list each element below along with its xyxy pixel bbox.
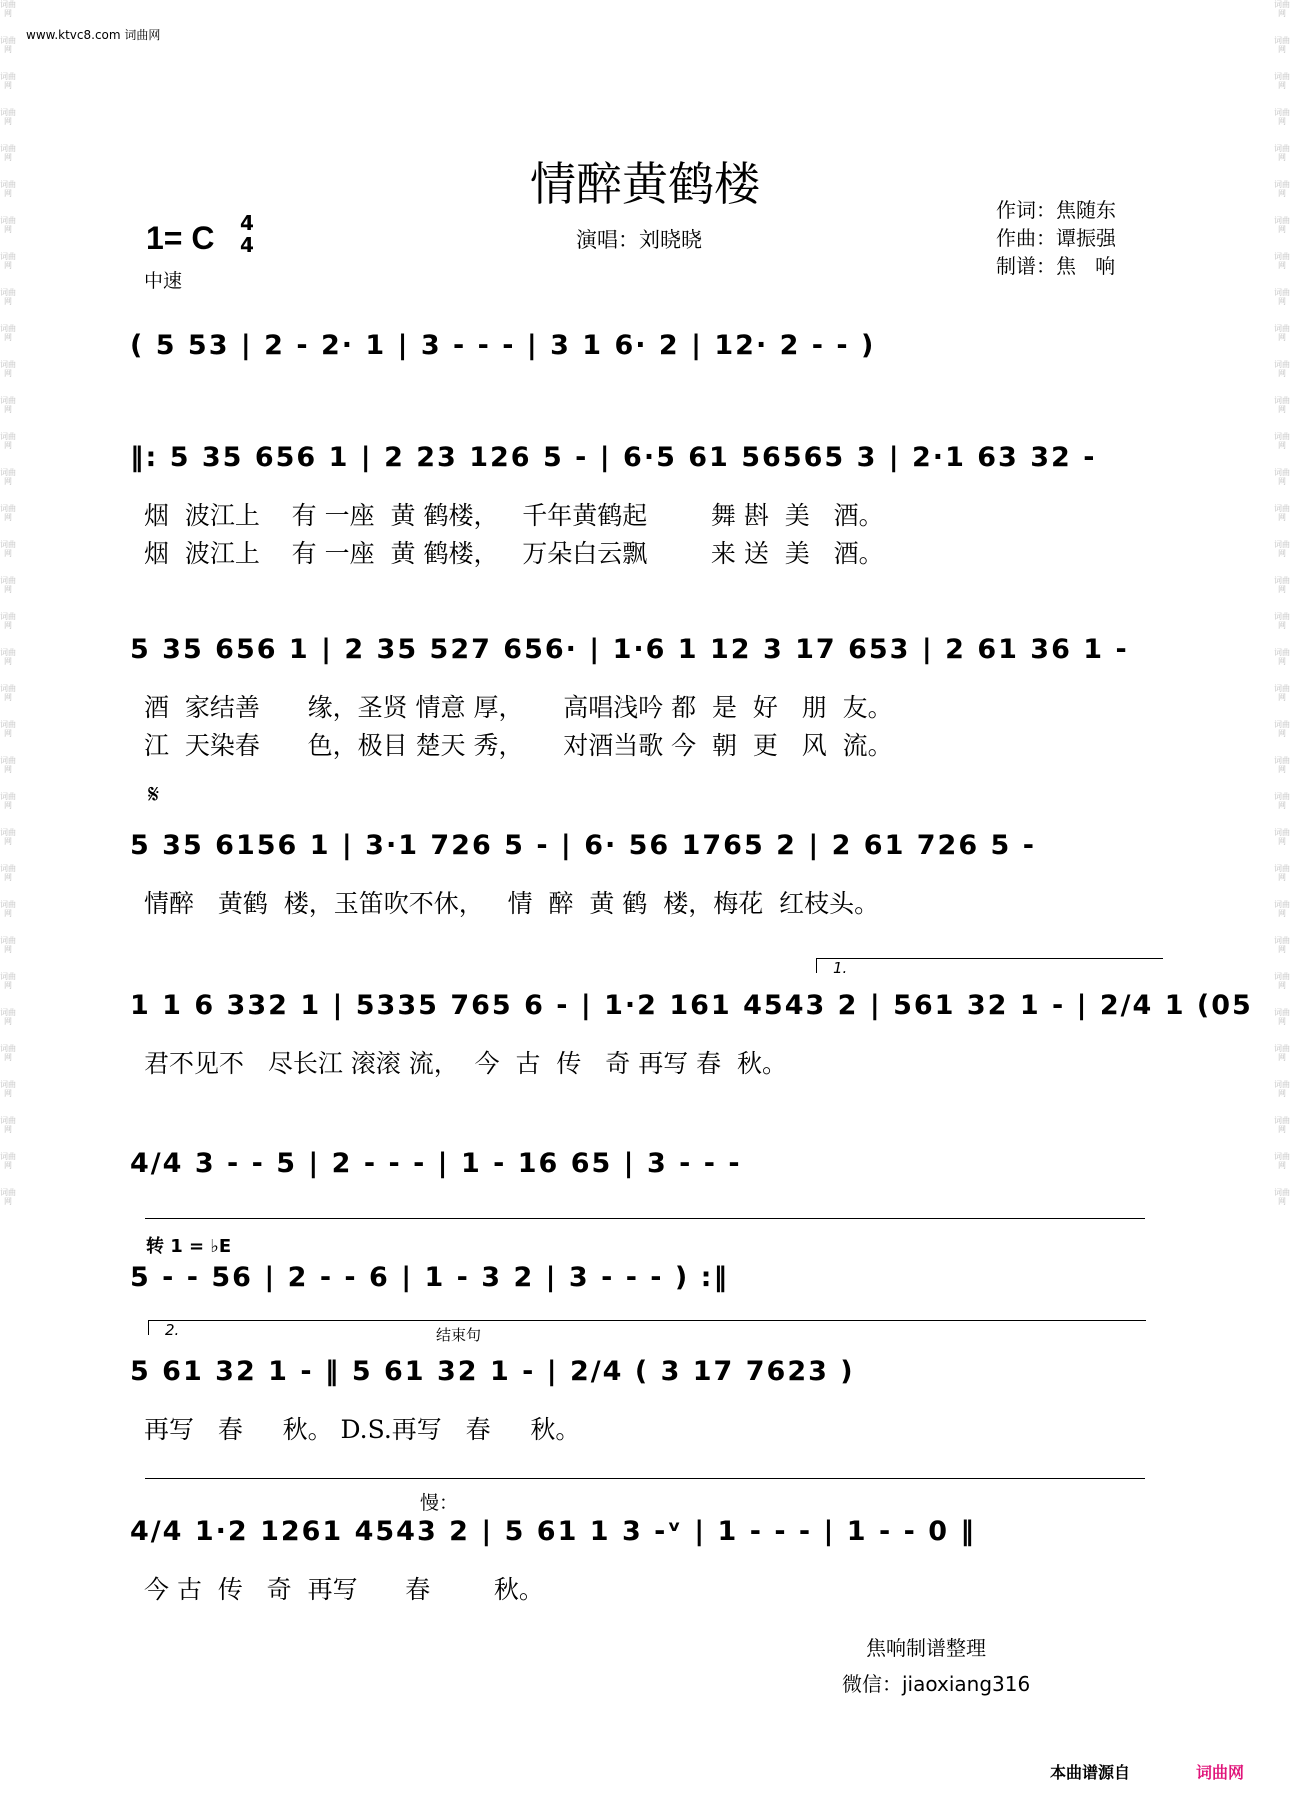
- composer-credit: 作曲：谭振强: [996, 226, 1116, 250]
- lyric-line-2-verse-2: 烟 波江上 有 一座 黄 鹤楼， 万朵白云飘 来 送 美 酒。: [144, 539, 884, 568]
- side-watermark-text: 词曲网: [0, 432, 16, 450]
- compiled-by: 焦响制谱整理: [866, 1636, 986, 1660]
- side-watermark-text: 词曲网: [1274, 432, 1290, 450]
- slow-marking: 慢：: [420, 1492, 459, 1514]
- side-watermark-text: 词曲网: [1274, 36, 1290, 54]
- singer-credit: 演唱：刘晓晓: [576, 228, 702, 252]
- side-watermark-text: 词曲网: [1274, 252, 1290, 270]
- side-watermark-text: 词曲网: [0, 864, 16, 882]
- notes-line-8: 5 61 32 1 - ‖ 5 61 32 1 - | 2/4 ( 3 17 7623 ): [130, 1356, 855, 1387]
- side-watermark-text: 词曲网: [0, 216, 16, 234]
- side-watermark-text: 词曲网: [1274, 1044, 1290, 1062]
- time-top: 4: [240, 211, 254, 235]
- side-watermark-text: 词曲网: [1274, 756, 1290, 774]
- side-watermark-text: 词曲网: [0, 540, 16, 558]
- side-watermark-text: 词曲网: [0, 936, 16, 954]
- notes-line-6: 4/4 3 - - 5 | 2 - - - | 1 - 16 65 | 3 - - -: [130, 1148, 742, 1179]
- side-watermark-text: 词曲网: [0, 792, 16, 810]
- side-watermark-text: 词曲网: [0, 1044, 16, 1062]
- lyric-line-5: 君不见不 尽长江 滚滚 流， 今 古 传 奇 再写 春 秋。: [144, 1049, 788, 1078]
- notes-line-7: 5 - - 56 | 2 - - 6 | 1 - 3 2 | 3 - - - ) :‖: [130, 1262, 729, 1293]
- side-watermark-text: 词曲网: [1274, 468, 1290, 486]
- side-watermark-text: 词曲网: [0, 720, 16, 738]
- side-watermark-text: 词曲网: [1274, 1188, 1290, 1206]
- side-watermark-text: 词曲网: [1274, 396, 1290, 414]
- side-watermark-text: 词曲网: [1274, 1116, 1290, 1134]
- repeat-bracket-line: [145, 1218, 1145, 1219]
- side-watermark-text: 词曲网: [0, 1188, 16, 1206]
- notes-line-5: 1 1 6 332 1 | 5335 765 6 - | 1·2 161 4543 2 | 561 32 1 - | 2/4 1 (05: [130, 990, 1253, 1021]
- brand-link[interactable]: 词曲网: [1196, 1763, 1245, 1782]
- side-watermark-text: 词曲网: [1274, 792, 1290, 810]
- side-watermark-text: 词曲网: [1274, 972, 1290, 990]
- volta-1: 1.: [816, 958, 1163, 973]
- coda-bracket-line: [145, 1478, 1145, 1479]
- credits-block: [996, 196, 1116, 280]
- notes-line-1: ( 5 53 | 2 - 2· 1 | 3 - - - | 3 1 6· 2 | 12· 2 - - ): [130, 330, 876, 361]
- lyric-line-3-verse-1: 酒 家结善 缘，圣贤 情意 厚， 高唱浅吟 都 是 好 朋 友。: [144, 693, 893, 722]
- site-url: www.ktvc8.com 词曲网: [26, 28, 161, 42]
- lyric-line-8: 再写 春 秋。 D.S.再写 春 秋。: [144, 1415, 581, 1444]
- segno-sign: 𝄋: [148, 780, 160, 810]
- right-watermark-strip: [1274, 0, 1290, 1804]
- notes-line-9: 4/4 1·2 1261 4543 2 | 5 61 1 3 -ᵛ | 1 - - - | 1 - - 0 ‖: [130, 1516, 976, 1547]
- key-signature: 1= C: [146, 220, 215, 256]
- side-watermark-text: 词曲网: [1274, 828, 1290, 846]
- notes-line-4: 5 35 6156 1 | 3·1 726 5 - | 6· 56 1765 2 | 2 61 726 5 -: [130, 830, 1036, 861]
- side-watermark-text: 词曲网: [1274, 72, 1290, 90]
- side-watermark-text: 词曲网: [0, 756, 16, 774]
- side-watermark-text: 词曲网: [1274, 324, 1290, 342]
- side-watermark-text: 词曲网: [0, 576, 16, 594]
- side-watermark-text: 词曲网: [1274, 1152, 1290, 1170]
- song-title: 情醉黄鹤楼: [530, 157, 760, 211]
- side-watermark-text: 词曲网: [1274, 108, 1290, 126]
- side-watermark-text: 词曲网: [0, 468, 16, 486]
- side-watermark-text: 词曲网: [0, 972, 16, 990]
- side-watermark-text: 词曲网: [1274, 180, 1290, 198]
- side-watermark-text: 词曲网: [0, 324, 16, 342]
- lyric-line-9: 今 古 传 奇 再写 春 秋。: [144, 1575, 544, 1604]
- notes-line-3: 5 35 656 1 | 2 35 527 656· | 1·6 1 12 3 17 653 | 2 61 36 1 -: [130, 634, 1129, 665]
- side-watermark-text: 词曲网: [1274, 612, 1290, 630]
- ending-label: 结束句: [436, 1326, 482, 1344]
- wechat-contact: 微信：jiaoxiang316: [842, 1672, 1031, 1696]
- side-watermark-text: 词曲网: [1274, 936, 1290, 954]
- side-watermark-text: 词曲网: [1274, 576, 1290, 594]
- volta-2: 2.: [148, 1320, 495, 1335]
- side-watermark-text: 词曲网: [0, 504, 16, 522]
- arranger-credit: 制谱：焦 响: [996, 254, 1116, 278]
- side-watermark-text: 词曲网: [0, 396, 16, 414]
- time-signature: [240, 212, 254, 256]
- side-watermark-text: 词曲网: [0, 180, 16, 198]
- side-watermark-text: 词曲网: [1274, 900, 1290, 918]
- side-watermark-text: 词曲网: [1274, 684, 1290, 702]
- side-watermark-text: 词曲网: [0, 72, 16, 90]
- side-watermark-text: 词曲网: [0, 1152, 16, 1170]
- lyric-line-4: 情醉 黄鹤 楼，玉笛吹不休， 情 醉 黄 鹤 楼，梅花 红枝头。: [144, 889, 880, 918]
- lyric-line-2-verse-1: 烟 波江上 有 一座 黄 鹤楼， 千年黄鹤起 舞 斟 美 酒。: [144, 501, 884, 530]
- side-watermark-text: 词曲网: [0, 360, 16, 378]
- side-watermark-text: 词曲网: [1274, 144, 1290, 162]
- source-label: 本曲谱源自: [1050, 1763, 1131, 1782]
- left-watermark-strip: [0, 0, 16, 1804]
- side-watermark-text: 词曲网: [1274, 864, 1290, 882]
- side-watermark-text: 词曲网: [0, 612, 16, 630]
- lyricist-credit: 作词：焦随东: [996, 198, 1116, 222]
- side-watermark-text: 词曲网: [1274, 0, 1290, 18]
- side-watermark-text: 词曲网: [1274, 720, 1290, 738]
- side-watermark-text: 词曲网: [1274, 504, 1290, 522]
- side-watermark-text: 词曲网: [0, 288, 16, 306]
- side-watermark-text: 词曲网: [0, 828, 16, 846]
- side-watermark-text: 词曲网: [0, 648, 16, 666]
- time-bottom: 4: [240, 233, 254, 257]
- lyric-line-3-verse-2: 江 天染春 色，极目 楚天 秀， 对酒当歌 今 朝 更 风 流。: [144, 731, 893, 760]
- side-watermark-text: 词曲网: [0, 252, 16, 270]
- side-watermark-text: 词曲网: [1274, 216, 1290, 234]
- side-watermark-text: 词曲网: [1274, 288, 1290, 306]
- side-watermark-text: 词曲网: [0, 1080, 16, 1098]
- side-watermark-text: 词曲网: [0, 900, 16, 918]
- side-watermark-text: 词曲网: [0, 0, 16, 18]
- side-watermark-text: 词曲网: [1274, 1008, 1290, 1026]
- side-watermark-text: 词曲网: [0, 108, 16, 126]
- side-watermark-text: 词曲网: [1274, 540, 1290, 558]
- side-watermark-text: 词曲网: [1274, 1080, 1290, 1098]
- side-watermark-text: 词曲网: [0, 144, 16, 162]
- side-watermark-text: 词曲网: [1274, 648, 1290, 666]
- tempo-marking: 中速: [144, 270, 183, 292]
- notes-line-2: ‖: 5 35 656 1 | 2 23 126 5 - | 6·5 61 56565 3 | 2·1 63 32 -: [130, 442, 1097, 473]
- side-watermark-text: 词曲网: [0, 1116, 16, 1134]
- side-watermark-text: 词曲网: [0, 1008, 16, 1026]
- side-watermark-text: 词曲网: [0, 684, 16, 702]
- side-watermark-text: 词曲网: [0, 36, 16, 54]
- ending-bracket-line: [484, 1320, 1146, 1321]
- side-watermark-text: 词曲网: [1274, 360, 1290, 378]
- key-change: 转 1 = ♭E: [146, 1236, 232, 1257]
